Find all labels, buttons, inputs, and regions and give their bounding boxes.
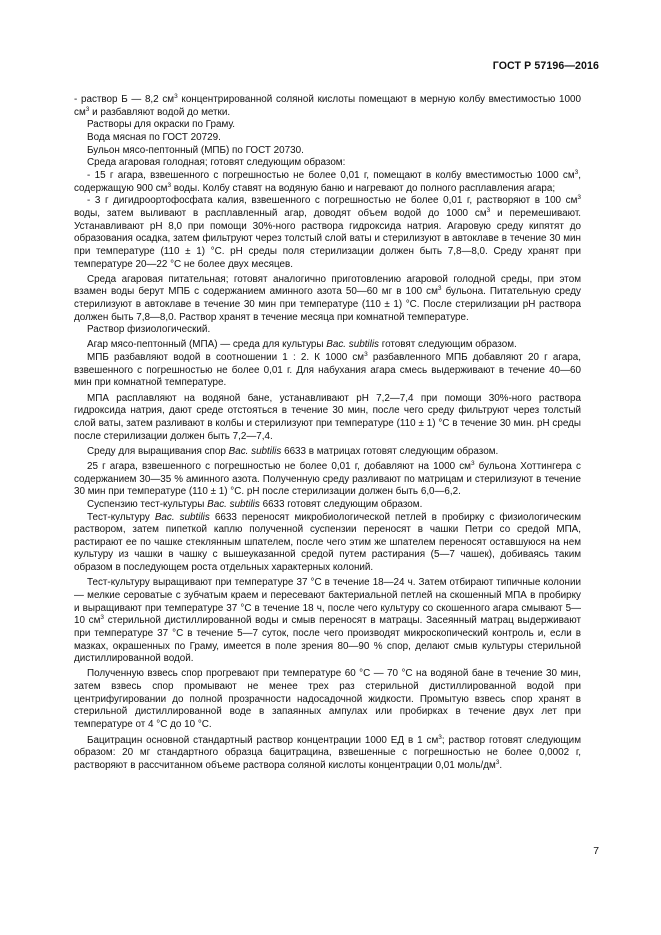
paragraph-p18 [74, 668, 581, 731]
text-run: готовят следующим образом. [378, 339, 517, 351]
text-run: и перемешивают. Устанавливают pH 8,0 при помощи 30%-ного раствора гидроксида натрия. Агаровую среду кипятят до образования осадка, затем фильтруют через толстый слой ваты и стерилизуют в автоклаве в течение 30 мин при температуре (110 ± 1) °С. pH среды поля стерилизации должен быть 7,8—8,0. Среду хранят при температуре 20—22 °С не более двух месяцев. [74, 207, 581, 270]
superscript: 3 [486, 206, 491, 214]
text-run: - раствор Б — 8,2 см [74, 94, 175, 105]
text-run: Бульон мясо-пептонный (МПБ) по ГОСТ 20730. [87, 144, 304, 156]
text-run: Суспензию тест-культуры [87, 498, 208, 510]
paragraph-p19 [74, 735, 581, 773]
superscript: 3 [438, 733, 442, 741]
italic-text: Bac. subtilis [154, 511, 210, 523]
text-run: Вода мясная по ГОСТ 20729. [87, 131, 221, 143]
standard-code-header: ГОСТ Р 57196—2016 [492, 60, 599, 72]
text-run: 25 г агара, взвешенного с погрешностью не более 0,01 г, добавляют на 1000 см [87, 460, 471, 472]
text-run: 6633 в матрицах готовят следующим образом. [281, 445, 499, 457]
paragraph-p9 [74, 324, 581, 337]
paragraph-p12 [74, 393, 581, 444]
paragraph-p8 [74, 274, 581, 325]
text-run: воды. Колбу ставят на водяную баню и нагревают до полного расплавления агара; [171, 182, 556, 194]
text-run: Среда агаровая питательная; готовят аналогично приготовлению агаровой голодной среды, при этом взамен воды берут МПБ с содержанием аминного азота 50—60 мг в 100 см [74, 273, 581, 298]
paragraph-p7 [74, 195, 581, 271]
text-run: Полученную взвесь спор прогревают при температуре 60 °С — 70 °С на водяной бане в течение 30 мин, затем взвесь спор промывают не менее трех раз стерильной дистиллированной водой при центрифугировании до полной прозрачности надосадочной жидкости. Промытую взвесь спор хранят в стерильной дистиллированной воде в запаянных ампулах или пробирках в течение двух лет при температуре от 4 °С до 10 °С. [74, 668, 581, 730]
paragraph-p10 [74, 339, 581, 352]
page-number: 7 [593, 846, 599, 857]
text-run: 6633 готовят следующим образом. [259, 498, 423, 510]
superscript: 3 [85, 105, 90, 113]
superscript: 3 [495, 758, 500, 766]
text-run: МПБ разбавляют водой в соотношении 1 : 2. К 1000 см [87, 352, 365, 364]
italic-text: Bac. subtilis [326, 339, 379, 351]
paragraph-p11 [74, 352, 581, 390]
paragraph-p13 [74, 446, 581, 459]
paragraph-p15 [74, 499, 581, 512]
text-run: , содержащую 900 см [74, 169, 581, 194]
text-run: воды, затем выливают в расплавленный агар, доводят объем водой до 1000 см [74, 207, 487, 219]
superscript: 3 [574, 168, 579, 176]
text-run: бульона. Питательную среду стерилизуют в автоклаве в течение 30 мин при температуре (110 ± 1) °С. После стерилизации pH раствора должен быть 7,8—8,0. Раствор хранят в течение месяца при комнатной температуре. [74, 286, 581, 323]
paragraph-p3 [74, 132, 581, 145]
text-run: Среда агаровая голодная; готовят следующим образом: [87, 157, 346, 169]
text-run: МПА расплавляют на водяной бане, устанавливают pH 7,2—7,4 при помощи 30%-ного раствора гидроксида натрия, дают среде отстояться в течение 30 мин, после чего среду фильтруют через толстый слой ваты, затем разливают в колбы и стерилизуют при температуре (110 ± 1) °С в течение 30 мин. pH среды после стерилизации должен быть 7,2—7,4. [74, 392, 581, 442]
text-run: 6633 переносят микробиологической петлей в пробирку с физиологическим раствором, затем пипеткой каплю полученной суспензии переносят в чашки Петри со средой МПА, растирают ее по чашке стеклянным шпателем, после чего этим же шпателем переносят оставшуюся на нем культуру из чашки в чашку с вышеуказанной средой путем растирания (5—7 чашек), добиваясь таким образом в последующем роста отдельных характерных колоний. [74, 511, 581, 574]
superscript: 3 [437, 285, 442, 293]
superscript: 3 [174, 93, 178, 100]
text-run: разбавленного МПБ добавляют 20 г агара, взвешенного с погрешностью не более 0,01 г. Для набухания агара смесь выдерживают в течение 40—60 мин при комнатной температуре. [74, 352, 581, 389]
paragraph-p6 [74, 170, 581, 195]
italic-text: Bac. subtilis [207, 498, 260, 510]
text-run: Среду для выращивания спор [87, 445, 229, 457]
text-run: ; раствор готовят следующим образом: 20 мг стандартного образца бацитрацина, взвешенные с погрешностью не более 0,0002 г, растворяют в рассчитанном объеме раствора соляной кислоты концентрации 0,01 моль/дм [74, 734, 581, 771]
text-run: Агар мясо-пептонный (МПА) — среда для культуры [87, 339, 327, 351]
text-run: концентрированной соляной кислоты помещают в мерную колбу вместимостью 1000 см [74, 94, 581, 118]
paragraph-p16 [74, 512, 581, 575]
superscript: 3 [167, 181, 172, 189]
superscript: 3 [100, 614, 105, 622]
text-run: - 3 г дигидроортофосфата калия, взвешенного с погрешностью не более 0,01 г, растворяют в 100 см [87, 195, 578, 207]
text-run: - 15 г агара, взвешенного с погрешностью не более 0,01 г, помещают в колбу вместимостью 1000 см [87, 169, 575, 181]
text-run: Раствор физиологический. [87, 324, 211, 336]
superscript: 3 [577, 194, 581, 202]
paragraph-p5 [74, 157, 581, 170]
paragraph-p2 [74, 119, 581, 132]
text-run: . [499, 759, 503, 771]
paragraph-p4 [74, 145, 581, 158]
text-run: бульона Хоттингера с содержанием 30—35 % аминного азота. Полученную среду разливают по матрицам и стерилизуют в течение 30 мин при температуре (110 ± 1) °С. pH после стерилизации должен быть 6,0—6,2. [74, 460, 581, 498]
superscript: 3 [470, 459, 475, 467]
text-run: Тест-культуру выращивают при температуре 37 °С в течение 18—24 ч. Затем отбирают типичные колонии — мелкие сероватые с зубчатым краем и пересевают бактериальной петлей на скошенный МПА в пробирку и выращивают при температуре 37 °С в течение 18 ч, после чего культуру со скошенного агара смывают 5—10 см [74, 577, 581, 627]
text-run: и разбавляют водой до метки. [89, 106, 231, 118]
paragraph-p1 [74, 94, 581, 119]
italic-text: Bac. subtilis [228, 445, 282, 457]
text-run: Растворы для окраски по Граму. [87, 119, 236, 131]
text-run: Бацитрацин основной стандартный раствор концентрации 1000 ЕД в 1 см [87, 734, 439, 746]
superscript: 3 [364, 351, 368, 359]
text-run: Тест-культуру [87, 511, 155, 523]
paragraph-p14 [74, 461, 581, 499]
text-run: стерильной дистиллированной воды и смыв переносят в матрацы. Засеянный матрац выдерживают при температуре 37 °С в течение 5—7 суток, после чего производят микроскопический контроль и, если в мазках, окрашенных по Граму, имеется в поле зрения 80—90 % спор, делают смыв культуры стерильной дистиллированной водой. [74, 615, 581, 665]
document-body [74, 94, 581, 773]
paragraph-p17 [74, 577, 581, 666]
